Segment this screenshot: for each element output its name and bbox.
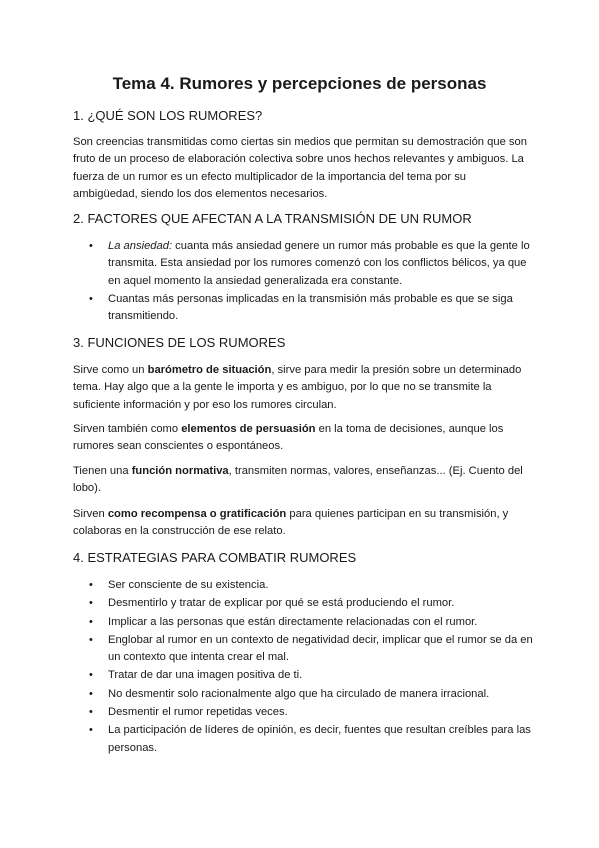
text-run: Sirven también como [73,423,182,435]
text-run: Tienen una [73,465,132,477]
section-3-paragraph-2 [73,421,533,456]
section-1-heading: 1. ¿QUÉ SON LOS RUMORES? [73,108,263,123]
list-item-text: cuanta más ansiedad genere un rumor más probable es que la gente lo transmita. Esta ansiedad por los rumores comenzó con los conflictos bélicos, ya que en aquel momento la ansiedad generalizada era constante. [108,240,530,287]
list-item: • Englobar al rumor en un contexto de negatividad decir, implicar que el rumor se da en un contexto que intenta crear el mal. [73,632,533,667]
list-item: • Desmentirlo y tratar de explicar por qué se está produciendo el rumor. [73,595,533,612]
section-3-paragraph-4 [73,506,533,541]
document-title: Tema 4. Rumores y percepciones de personas [112,74,487,93]
list-item-emphasis: La ansiedad: [108,240,173,252]
list-item: • La participación de líderes de opinión, es decir, fuentes que resultan creíbles para las personas. [73,722,533,757]
list-item [73,238,533,290]
text-run: , sirve para medir la presión sobre un determinado tema. Hay algo que a la gente le importa y es ambiguo, por lo que no se transmite la suficiente información y por eso los rumores circulan. [73,364,522,411]
section-3-paragraph-3 [73,463,533,498]
section-3-heading: 3. FUNCIONES DE LOS RUMORES [73,335,286,350]
bold-term: barómetro de situación [147,364,272,376]
text-run: en la toma de decisiones, aunque los rumores sean conscientes o espontáneos. [73,423,504,453]
section-3-paragraph-1 [73,362,533,414]
list-item [73,291,533,326]
list-item: • Desmentir el rumor repetidas veces. [73,704,533,721]
list-item: • No desmentir solo racionalmente algo que ha circulado de manera irracional. [73,686,533,703]
text-run: Sirve como un [73,364,148,376]
text-run: , transmiten normas, valores, enseñanzas... (Ej. Cuento del lobo). [73,465,523,495]
text-run: Sirven [73,508,108,520]
bold-term: elementos de persuasión [181,423,316,435]
list-item-text: Cuantas más personas implicadas en la transmisión más probable es que se siga transmitiendo. [108,292,513,323]
list-item: • Tratar de dar una imagen positiva de ti. [73,667,533,684]
bold-term: como recompensa o gratificación [107,508,287,520]
section-2-list [73,238,533,326]
list-item: • Ser consciente de su existencia. [73,577,533,594]
section-4-heading: 4. ESTRATEGIAS PARA COMBATIR RUMORES [73,550,357,565]
text-run: para quienes participan en su transmisión, y colaboras en la construcción de ese relato. [73,508,509,538]
bold-term: función normativa [131,465,229,477]
list-item: • Implicar a las personas que están directamente relacionadas con el rumor. [73,614,533,631]
section-2-heading: 2. FACTORES QUE AFECTAN A LA TRANSMISIÓN DE UN RUMOR [73,211,472,226]
section-4-list [73,577,533,758]
section-1-paragraph: Son creencias transmitidas como ciertas sin medios que permitan su demostración que son fruto de un proceso de elaboración colectiva sobre unos hechos relevantes y ambiguos. La fuerza de un rumor es un efecto multiplicador de la importancia del tema por su ambigüedad, siendo los dos elementos necesarios. [73,136,527,200]
